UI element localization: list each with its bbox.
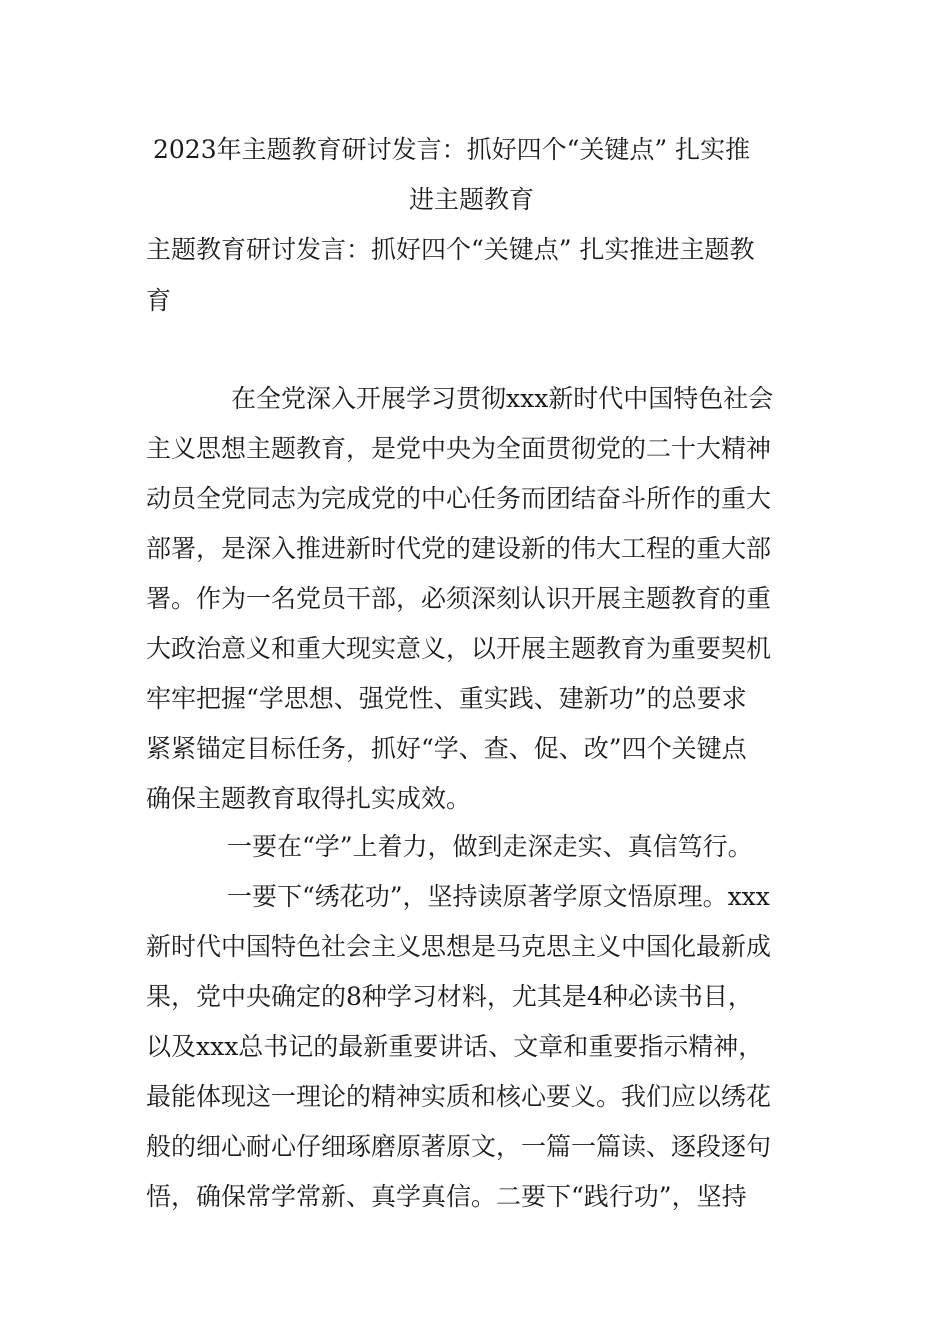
document-title-line-2: 进主题教育 xyxy=(409,185,535,214)
subtitle-line-1: 主题教育研讨发言：抓好四个“关键点” 扎实推进主题教 xyxy=(146,235,755,264)
body-line: 部署，是深入推进新时代党的建设新的伟大工程的重大部 xyxy=(146,534,772,563)
body-line: 在全党深入开展学习贯彻xxx新时代中国特色社会 xyxy=(231,384,774,413)
body-line: 一要在“学”上着力，做到走深走实、真信笃行。 xyxy=(227,832,753,861)
body-line: 紧紧锚定目标任务，抓好“学、查、促、改”四个关键点 xyxy=(146,734,747,763)
body-line: 署。作为一名党员干部，必须深刻认识开展主题教育的重 xyxy=(146,584,772,613)
body-line: 确保主题教育取得扎实成效。 xyxy=(146,784,472,813)
subtitle-line-2: 育 xyxy=(146,286,172,315)
body-line: 主义思想主题教育，是党中央为全面贯彻党的二十大精神 xyxy=(146,434,772,463)
body-line: 一要下“绣花功”，坚持读原著学原文悟原理。xxx xyxy=(227,882,770,911)
body-line: 动员全党同志为完成党的中心任务而团结奋斗所作的重大 xyxy=(146,484,772,513)
body-line: 新时代中国特色社会主义思想是马克思主义中国化最新成 xyxy=(146,932,772,961)
body-line: 牢牢把握“学思想、强党性、重实践、建新功”的总要求 xyxy=(146,684,747,713)
body-line: 最能体现这一理论的精神实质和核心要义。我们应以绣花 xyxy=(146,1082,772,1111)
body-line: 以及xxx总书记的最新重要讲话、文章和重要指示精神， xyxy=(146,1032,764,1061)
body-line: 果，党中央确定的8种学习材料，尤其是4种必读书目， xyxy=(146,982,753,1011)
body-line: 悟，确保常学常新、真学真信。二要下“践行功”，坚持 xyxy=(146,1182,747,1211)
body-line: 大政治意义和重大现实意义，以开展主题教育为重要契机 xyxy=(146,634,772,663)
body-line: 般的细心耐心仔细琢磨原著原文，一篇一篇读、逐段逐句 xyxy=(146,1132,772,1161)
document-title-line-1: 2023年主题教育研讨发言：抓好四个“关键点” 扎实推 xyxy=(153,135,751,164)
